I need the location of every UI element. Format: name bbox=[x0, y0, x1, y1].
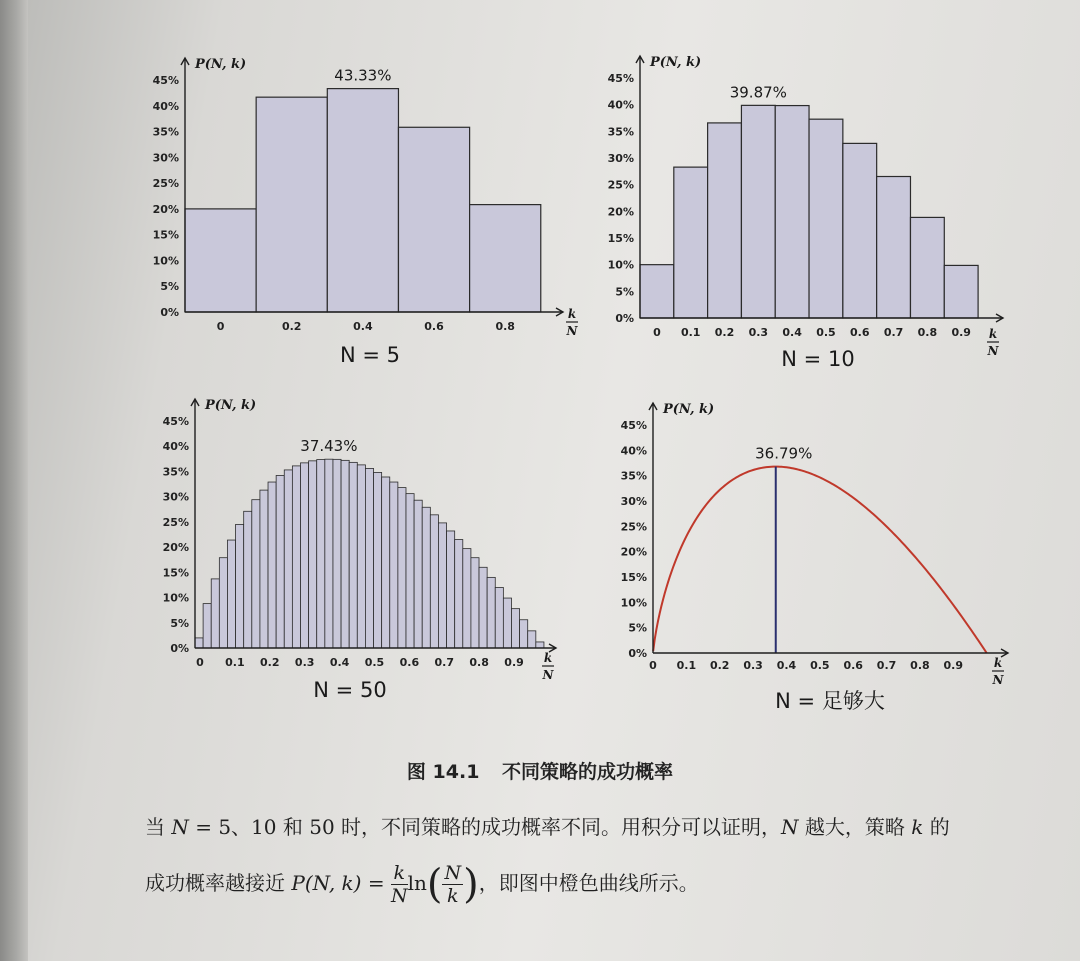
bar bbox=[503, 598, 511, 648]
x-tick-label: 0.8 bbox=[910, 659, 930, 672]
bar bbox=[333, 459, 341, 648]
x-tick-label: 0.4 bbox=[329, 656, 350, 669]
x-tick-label: 0.7 bbox=[883, 326, 904, 339]
x-tick-label: 0.9 bbox=[943, 659, 964, 672]
para-var-n: N bbox=[781, 815, 799, 839]
chart-caption: N = 5 bbox=[339, 343, 401, 367]
y-tick-label: 25% bbox=[152, 177, 179, 191]
bar bbox=[195, 638, 203, 648]
data-label: 43.33% bbox=[334, 66, 392, 85]
x-tick-label: 0.7 bbox=[434, 656, 455, 669]
y-tick-label: 35% bbox=[620, 469, 647, 483]
bar bbox=[944, 265, 978, 318]
bar bbox=[809, 119, 843, 318]
bar bbox=[309, 461, 317, 648]
bar bbox=[365, 468, 373, 648]
bar bbox=[260, 490, 268, 648]
x-axis-label-num: k bbox=[543, 651, 553, 665]
para-text: 越大，策略 bbox=[798, 815, 912, 839]
figure-caption bbox=[0, 757, 1080, 784]
bar bbox=[227, 540, 235, 648]
bar bbox=[775, 106, 809, 318]
x-axis-label-num: k bbox=[567, 307, 577, 321]
x-tick-label: 0.6 bbox=[424, 320, 444, 333]
bar bbox=[390, 482, 398, 648]
x-tick-label: 0.1 bbox=[680, 326, 701, 339]
y-tick-label: 10% bbox=[620, 596, 647, 610]
x-tick-label: 0.7 bbox=[876, 659, 897, 672]
y-tick-label: 10% bbox=[607, 258, 634, 272]
formula-fraction-n-over-k: $\frac{N}{k}$ bbox=[444, 862, 462, 907]
x-tick-label: 0.4 bbox=[353, 320, 373, 333]
bar bbox=[479, 567, 487, 648]
x-tick-label: 0 bbox=[653, 326, 661, 339]
x-axis-label-den: N bbox=[566, 324, 578, 338]
y-tick-label: 30% bbox=[162, 490, 189, 504]
y-tick-label: 40% bbox=[162, 440, 189, 454]
bar bbox=[252, 500, 260, 648]
data-label: 36.79% bbox=[755, 444, 813, 463]
y-tick-label: 35% bbox=[607, 125, 634, 139]
x-tick-label: 0.1 bbox=[676, 659, 697, 672]
x-axis-label-num: k bbox=[988, 327, 998, 341]
bar bbox=[422, 507, 430, 648]
x-tick-label: 0.2 bbox=[714, 326, 735, 339]
formula-ln: ln bbox=[407, 871, 427, 895]
bar bbox=[185, 209, 256, 312]
x-tick-label: 0.2 bbox=[709, 659, 730, 672]
x-axis-label-den: N bbox=[542, 668, 554, 682]
y-tick-label: 10% bbox=[162, 591, 189, 605]
x-tick-label: 0.1 bbox=[225, 656, 245, 669]
y-tick-label: 40% bbox=[607, 98, 634, 112]
bar bbox=[327, 89, 398, 312]
x-tick-label: 0.5 bbox=[816, 326, 836, 339]
chart-caption: N = 50 bbox=[313, 678, 387, 702]
y-tick-label: 40% bbox=[620, 444, 647, 458]
bar bbox=[349, 462, 357, 648]
x-tick-label: 0.9 bbox=[504, 656, 524, 669]
data-label: 37.43% bbox=[300, 437, 358, 456]
x-axis-label-den: N bbox=[987, 344, 999, 358]
x-tick-label: 0 bbox=[216, 320, 225, 333]
y-axis-label: P(N, k) bbox=[195, 57, 247, 72]
bar bbox=[495, 587, 503, 648]
y-tick-label: 5% bbox=[160, 280, 179, 294]
bar bbox=[438, 523, 446, 648]
bar bbox=[910, 217, 944, 318]
y-tick-label: 30% bbox=[152, 151, 179, 165]
y-tick-label: 0% bbox=[170, 642, 189, 655]
formula-left-paren: ( bbox=[426, 861, 443, 908]
bar bbox=[203, 604, 211, 648]
x-axis-label-num: k bbox=[993, 656, 1003, 670]
formula-right-paren: ) bbox=[463, 861, 479, 908]
bar bbox=[430, 515, 438, 648]
bar bbox=[276, 475, 284, 648]
bar bbox=[357, 465, 365, 648]
bar bbox=[398, 127, 469, 312]
data-label: 39.87% bbox=[729, 83, 787, 102]
y-tick-label: 25% bbox=[607, 178, 634, 192]
y-tick-label: 35% bbox=[162, 465, 189, 479]
paragraph-line-1 bbox=[145, 812, 1045, 842]
y-tick-label: 45% bbox=[620, 419, 647, 432]
bar bbox=[674, 167, 708, 318]
bar bbox=[317, 460, 325, 648]
y-tick-label: 20% bbox=[152, 202, 179, 216]
para-text: 的 bbox=[923, 815, 950, 839]
bar bbox=[284, 470, 292, 648]
bar bbox=[520, 620, 528, 648]
paragraph-line-2 bbox=[145, 862, 1045, 907]
bar bbox=[487, 577, 495, 648]
x-tick-label: 0.8 bbox=[917, 326, 938, 339]
y-tick-label: 15% bbox=[607, 232, 634, 245]
figure-number: 图 14.1 bbox=[406, 761, 480, 783]
x-tick-label: 0.2 bbox=[260, 656, 280, 669]
y-tick-label: 15% bbox=[152, 228, 179, 242]
x-tick-label: 0.5 bbox=[810, 659, 830, 672]
y-tick-label: 5% bbox=[628, 621, 647, 635]
y-tick-label: 5% bbox=[170, 616, 189, 630]
bar bbox=[374, 472, 382, 648]
y-tick-label: 15% bbox=[162, 566, 189, 580]
chart-caption: N = 足够大 bbox=[775, 689, 885, 713]
y-tick-label: 45% bbox=[607, 72, 634, 85]
x-tick-label: 0.4 bbox=[776, 659, 797, 672]
y-tick-label: 25% bbox=[620, 520, 647, 534]
para-var-n: N bbox=[171, 815, 189, 839]
y-tick-label: 45% bbox=[162, 415, 189, 428]
bar bbox=[447, 531, 455, 648]
para-text: 成功概率越接近 bbox=[145, 871, 292, 895]
x-tick-label: 0 bbox=[649, 659, 657, 672]
y-tick-label: 45% bbox=[152, 74, 179, 87]
probability-curve bbox=[653, 467, 986, 653]
y-axis-label: P(N, k) bbox=[663, 402, 715, 417]
y-tick-label: 30% bbox=[607, 152, 634, 165]
bar bbox=[256, 97, 327, 312]
y-tick-label: 35% bbox=[152, 125, 179, 139]
y-tick-label: 40% bbox=[152, 99, 179, 113]
y-tick-label: 10% bbox=[152, 254, 179, 268]
bar bbox=[877, 177, 911, 318]
bar bbox=[843, 143, 877, 318]
x-tick-label: 0.3 bbox=[748, 326, 769, 339]
bar bbox=[300, 463, 308, 648]
x-tick-label: 0.8 bbox=[495, 320, 515, 333]
formula-fraction-k-over-n: $\frac{k}{N}$ bbox=[390, 862, 408, 907]
bar bbox=[268, 482, 276, 648]
bar bbox=[471, 558, 479, 648]
bar bbox=[325, 459, 333, 648]
bar bbox=[406, 494, 414, 648]
bar bbox=[292, 466, 300, 648]
x-axis-label-den: N bbox=[992, 673, 1004, 687]
x-tick-label: 0.2 bbox=[281, 320, 302, 333]
bar bbox=[236, 524, 244, 648]
x-tick-label: 0.8 bbox=[469, 656, 489, 669]
bar bbox=[414, 500, 422, 648]
chart-caption: N = 10 bbox=[781, 347, 855, 371]
y-tick-label: 30% bbox=[620, 495, 647, 508]
para-text: = 5、10 和 50 时，不同策略的成功概率不同。用积分可以证明， bbox=[188, 815, 782, 839]
bar bbox=[741, 105, 775, 318]
x-tick-label: 0 bbox=[196, 656, 204, 669]
x-tick-label: 0.6 bbox=[850, 326, 870, 339]
bar bbox=[455, 540, 463, 648]
y-tick-label: 0% bbox=[615, 312, 634, 325]
bar bbox=[211, 579, 219, 648]
x-tick-label: 0.3 bbox=[294, 656, 315, 669]
bar bbox=[382, 477, 390, 648]
y-tick-label: 0% bbox=[628, 647, 647, 660]
y-tick-label: 20% bbox=[607, 205, 634, 219]
y-axis-label: P(N, k) bbox=[205, 398, 257, 413]
y-tick-label: 20% bbox=[162, 541, 189, 555]
y-tick-label: 5% bbox=[615, 285, 634, 299]
x-tick-label: 0.3 bbox=[743, 659, 763, 672]
y-tick-label: 20% bbox=[620, 545, 647, 559]
y-tick-label: 0% bbox=[160, 306, 179, 319]
bar bbox=[528, 631, 536, 648]
bar bbox=[470, 205, 541, 312]
y-tick-label: 15% bbox=[620, 571, 647, 584]
x-tick-label: 0.4 bbox=[782, 326, 802, 339]
x-tick-label: 0.6 bbox=[399, 656, 420, 669]
x-tick-label: 0.5 bbox=[364, 656, 385, 669]
para-text: ，即图中橙色曲线所示。 bbox=[478, 871, 699, 895]
bar bbox=[463, 549, 471, 648]
para-var-k: k bbox=[911, 815, 924, 839]
para-text: 当 bbox=[145, 815, 172, 839]
bar bbox=[244, 511, 252, 648]
y-tick-label: 25% bbox=[162, 515, 189, 529]
bar bbox=[219, 558, 227, 648]
bar bbox=[708, 123, 742, 318]
formula-p: P(N, k) = bbox=[291, 871, 391, 895]
x-tick-label: 0.6 bbox=[843, 659, 863, 672]
bar bbox=[341, 460, 349, 648]
bar bbox=[640, 265, 674, 318]
bar bbox=[398, 488, 406, 648]
figure-title: 不同策略的成功概率 bbox=[502, 761, 674, 783]
bar bbox=[536, 642, 544, 648]
bar bbox=[511, 609, 519, 648]
x-tick-label: 0.9 bbox=[951, 326, 971, 339]
y-axis-label: P(N, k) bbox=[650, 55, 702, 70]
